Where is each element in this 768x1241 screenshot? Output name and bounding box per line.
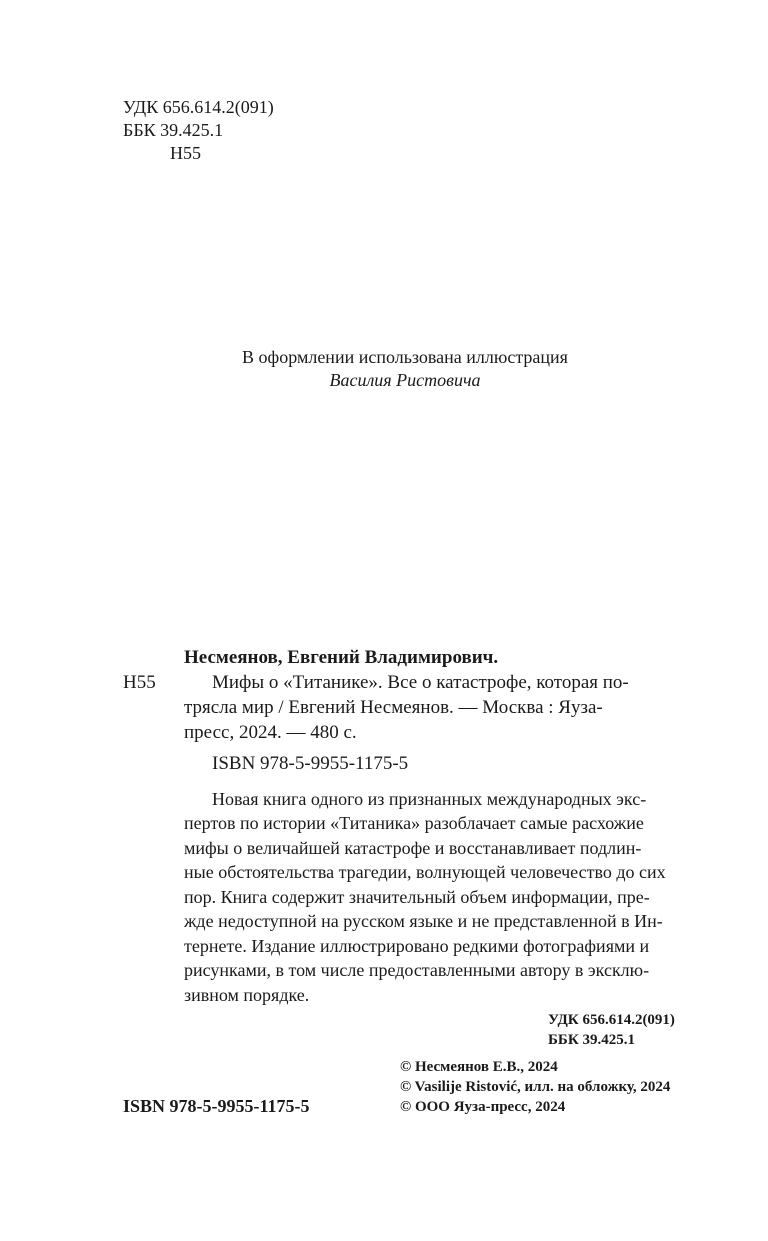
isbn-bottom: ISBN 978-5-9955-1175-5 bbox=[123, 1096, 310, 1116]
udk-code-top: УДК 656.614.2(091) bbox=[123, 97, 274, 117]
bbk-code-bottom: ББК 39.425.1 bbox=[548, 1032, 635, 1048]
annotation-line: зивном порядке. bbox=[184, 985, 310, 1005]
annotation-line: рисунками, в том числе предоставленными автору в эксклю- bbox=[184, 960, 650, 980]
copyright-line: © ООО Яуза-пресс, 2024 bbox=[400, 1099, 566, 1115]
bib-description-line: пресс, 2024. — 480 с. bbox=[184, 722, 357, 743]
annotation-line: тернете. Издание иллюстрировано редкими фотографиями и bbox=[184, 936, 650, 956]
author-mark: Н55 bbox=[123, 672, 156, 693]
illustration-credit-line1: В оформлении использована иллюстрация bbox=[242, 347, 568, 367]
annotation-line: пертов по истории «Титаника» разоблачает самые расхожие bbox=[184, 813, 644, 833]
illustration-credit-artist: Василия Ристовича bbox=[329, 370, 481, 390]
annotation-line: пор. Книга содержит значительный объем информации, пре- bbox=[184, 887, 650, 907]
author-heading: Несмеянов, Евгений Владимирович. bbox=[184, 647, 499, 668]
copyright-line: © Vasilije Ristović, илл. на обложку, 2024 bbox=[400, 1079, 671, 1095]
bbk-code-top: ББК 39.425.1 bbox=[123, 120, 224, 140]
annotation-line: мифы о величайшей катастрофе и восстанавливает подлин- bbox=[184, 838, 642, 858]
annotation-line: ные обстоятельства трагедии, волнующей человечество до сих bbox=[184, 862, 666, 882]
isbn-record: ISBN 978-5-9955-1175-5 bbox=[212, 753, 409, 774]
bib-description-line: Мифы о «Титанике». Все о катастрофе, которая по- bbox=[212, 672, 629, 693]
copyright-line: © Несмеянов Е.В., 2024 bbox=[400, 1059, 558, 1075]
annotation-line: Новая книга одного из признанных международных экс- bbox=[212, 789, 647, 809]
udk-code-bottom: УДК 656.614.2(091) bbox=[548, 1012, 675, 1028]
annotation-line: жде недоступной на русском языке и не представленной в Ин- bbox=[184, 911, 663, 931]
bib-description-line: трясла мир / Евгений Несмеянов. — Москва : Яуза- bbox=[184, 697, 603, 718]
author-mark-top: Н55 bbox=[170, 143, 201, 163]
